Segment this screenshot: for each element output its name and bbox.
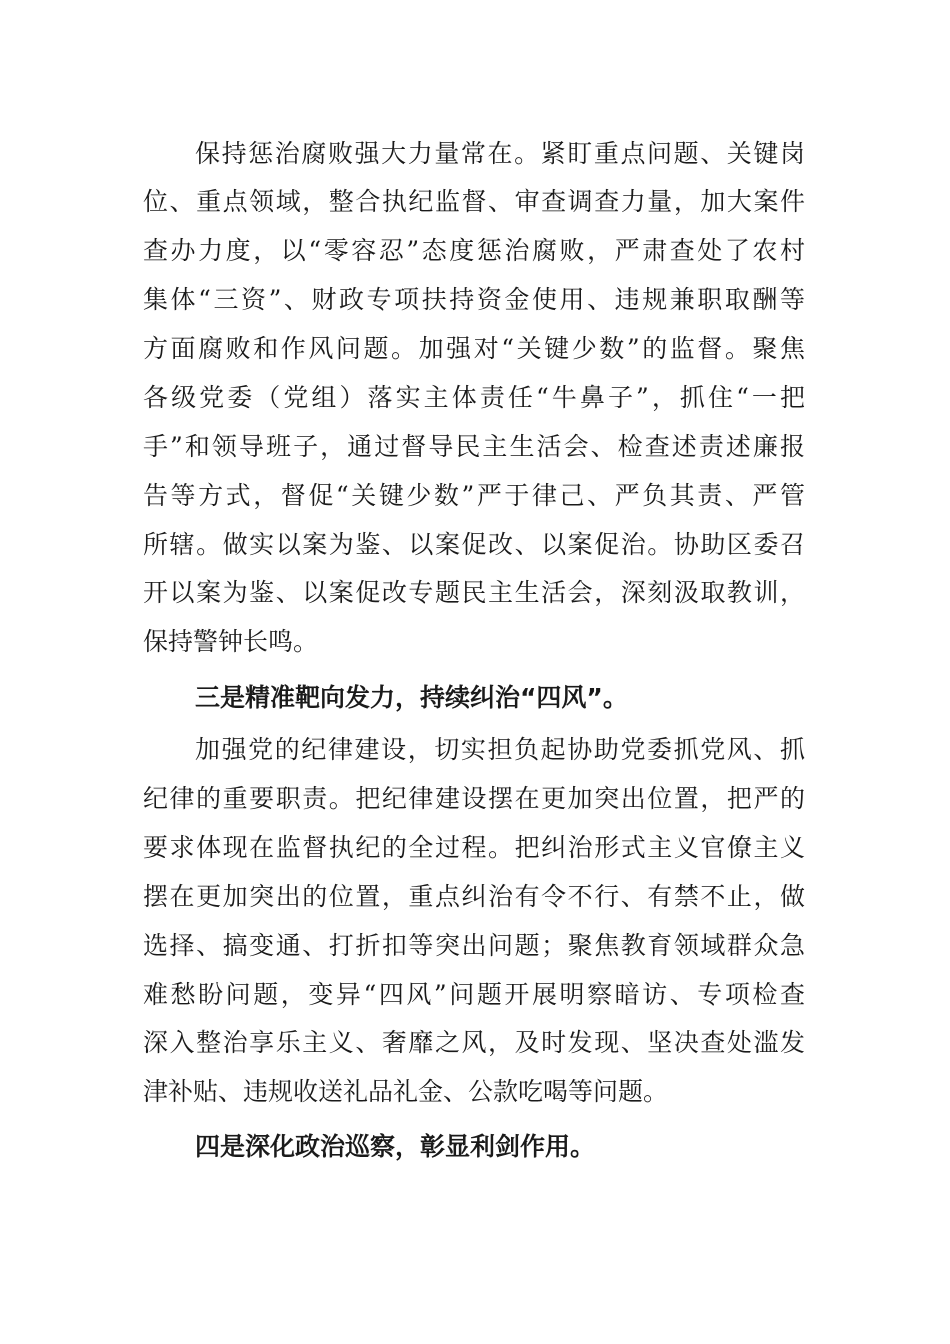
text-line: 选择、搞变通、打折扣等突出问题；聚焦教育领域群众急: [143, 931, 805, 960]
text-line: 告等方式，督促“关键少数”严于律己、严负其责、严管: [143, 481, 805, 510]
text-line: 加强党的纪律建设，切实担负起协助党委抓党风、抓: [195, 735, 805, 764]
text-line: 开以案为鉴、以案促改专题民主生活会，深刻汲取教训，: [143, 578, 805, 607]
text-line: 位、重点领域，整合执纪监督、审查调查力量，加大案件: [143, 187, 805, 216]
text-line: 难愁盼问题，变异“四风”问题开展明察暗访、专项检查: [143, 980, 805, 1009]
text-line: 要求体现在监督执纪的全过程。把纠治形式主义官僚主义: [143, 833, 805, 862]
text-line: 查办力度，以“零容忍”态度惩治腐败，严肃查处了农村: [143, 236, 805, 265]
text-line: 集体“三资”、财政专项扶持资金使用、违规兼职取酬等: [143, 285, 805, 314]
text-line: 方面腐败和作风问题。加强对“关键少数”的监督。聚焦: [143, 334, 805, 363]
text-line: 所辖。做实以案为鉴、以案促改、以案促治。协助区委召: [143, 530, 805, 559]
section-heading-three: 三是精准靶向发力，持续纠治“四风”。: [195, 683, 628, 712]
text-line: 纪律的重要职责。把纪律建设摆在更加突出位置，把严的: [143, 784, 805, 813]
text-line: 摆在更加突出的位置，重点纠治有令不行、有禁不止，做: [143, 882, 805, 911]
text-line: 保持惩治腐败强大力量常在。紧盯重点问题、关键岗: [195, 139, 805, 168]
text-line: 手”和领导班子，通过督导民主生活会、检查述责述廉报: [143, 432, 805, 461]
text-line: 保持警钟长鸣。: [143, 627, 319, 656]
section-heading-four: 四是深化政治巡察，彰显利剑作用。: [195, 1132, 596, 1161]
text-line: 深入整治享乐主义、奢靡之风，及时发现、坚决查处滥发: [143, 1028, 805, 1057]
text-line: 津补贴、违规收送礼品礼金、公款吃喝等问题。: [143, 1077, 669, 1106]
text-line: 各级党委（党组）落实主体责任“牛鼻子”，抓住“一把: [143, 383, 805, 412]
